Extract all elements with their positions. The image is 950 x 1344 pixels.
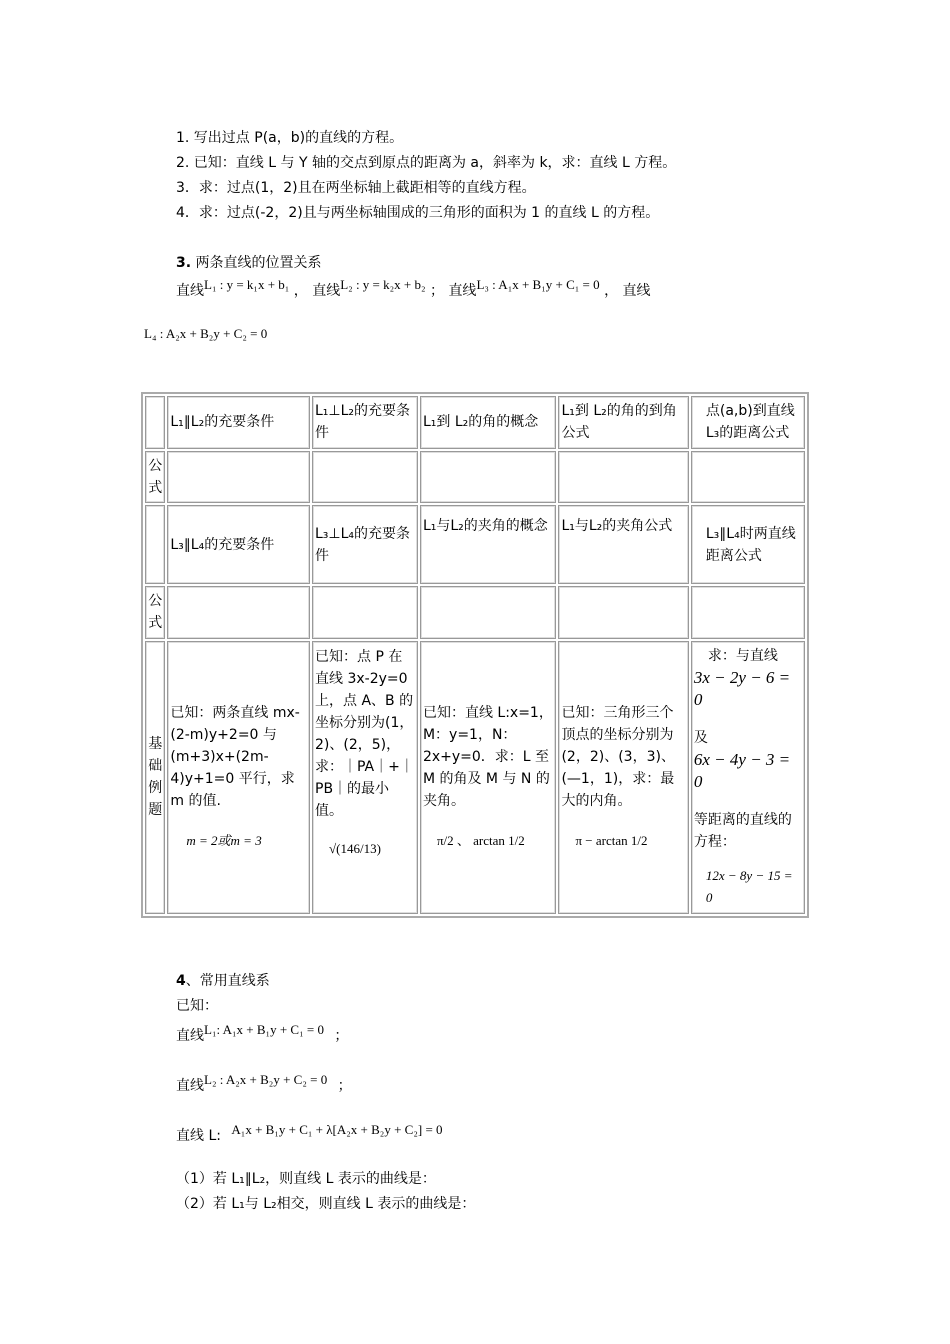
example-answer: m = 2或m = 3 [186,833,262,849]
table-cell: L₁到 L₂的角的概念 [420,396,557,449]
example-text: 等距离的直线的方程： [693,812,792,851]
table-cell [691,586,805,639]
table-cell: L₁⊥L₂的充要条件 [312,396,418,449]
example-answer: π/2 、 arctan 1/2 [436,833,525,849]
table-cell [558,586,688,639]
table-row [145,586,805,639]
formula-label: 公式 [145,451,165,504]
example-answer: √(146/13) [329,840,381,856]
l1-equation: L₁: A₁x + B₁y + C₁ = 0 [204,1022,324,1037]
line-word: 直线 [448,283,477,299]
example-text: 已知：点 P 在直线 3x-2y=0 上，点 A、B 的坐标分别为(1，2)、(2，5)，求：｜PA｜+｜PB｜的最小值。 [315,648,414,819]
example-text: 求：与直线 [707,648,778,665]
section4-title: 、常用直线系 [185,973,270,989]
line-word: 直线 [176,283,204,299]
example-label: 基础例题 [145,641,165,914]
table-row [145,505,805,584]
section3-title: 两条直线的位置关系 [195,255,322,271]
example-equation: 3x − 2y − 6 = 0 [693,668,791,710]
separator: ； [334,1028,349,1044]
question-parallel: （1）若 L₁∥L₂，则直线 L 表示的曲线是： [176,1171,436,1187]
line-word: 直线 [312,283,341,299]
l1-equation: L₁ : y = k₁x + b₁ [204,277,290,292]
example-text: 已知：两条直线 mx-(2-m)y+2=0 与(m+3)x+(2m-4)y+1=0 平行，求 m 的值. [170,705,300,810]
question-1: 1. 写出过点 P(a，b)的直线的方程。 [176,130,404,146]
section4-heading [176,970,270,990]
l2-equation: L₂ : A₂x + B₂y + C₂ = 0 [204,1072,328,1087]
table-cell [145,505,165,584]
separator: ， [293,283,308,299]
line-l1-row [176,1022,349,1045]
relations-table [141,392,809,918]
example-text: 已知：三角形三个顶点的坐标分别为(2，2)、(3，3)、(—1，1)，求：最大的内角。 [561,705,675,810]
table-cell [420,586,557,639]
table-cell: L₃⊥L₄的充要条件 [312,505,418,584]
table-cell: L₁与L₂的夹角公式 [558,505,688,584]
example-cell-1 [167,641,310,914]
table-cell: L₃∥L₄的充要条件 [167,505,310,584]
table-cell [691,451,805,504]
line-l-row [176,1122,443,1145]
line-definitions [176,277,651,300]
formula-label: 公式 [145,586,165,639]
table-cell: L₁∥L₂的充要条件 [167,396,310,449]
section4-number: 4 [176,973,186,989]
example-cell-3 [420,641,557,914]
question-3: 3．求：过点(1，2)且在两坐标轴上截距相等的直线方程。 [176,180,536,196]
table-cell: 点(a,b)到直线 L₃的距离公式 [691,396,805,449]
given-label: 已知： [176,998,218,1014]
separator: ； [429,283,444,299]
l4-equation: L₄ : A₂x + B₂y + C₂ = 0 [144,326,268,341]
question-2: 2. 已知：直线 L 与 Y 轴的交点到原点的距离为 a，斜率为 k，求：直线 L 方程。 [176,155,677,171]
table-cell: L₃∥L₄时两直线距离公式 [691,505,805,584]
table-row [145,641,805,914]
example-cell-2 [312,641,418,914]
line-word: 直线 [622,283,651,299]
l3-equation: L₃ : A₁x + B₁y + C₁ = 0 [476,277,600,292]
table-row [145,451,805,504]
l-equation: A₁x + B₁y + C₁ + λ[A₂x + B₂y + C₂] = 0 [231,1122,443,1137]
separator: ， [604,283,619,299]
table-cell: L₁到 L₂的角的到角公式 [558,396,688,449]
separator: ； [337,1078,352,1094]
line-word: 直线 [176,1078,204,1094]
table-cell [167,586,310,639]
table-cell [420,451,557,504]
line-l2-row [176,1072,352,1095]
l2-equation: L₂ : y = k₂x + b₂ [340,277,426,292]
question-4: 4．求：过点(-2，2)且与两坐标轴围成的三角形的面积为 1 的直线 L 的方程。 [176,205,660,221]
table-cell: L₁与L₂的夹角的概念 [420,505,557,584]
table-cell [167,451,310,504]
table-cell [312,586,418,639]
example-text: 已知：直线 L:x=1，M：y=1，N：2x+y=0．求：L 至 M 的角及 M 与 N 的夹角。 [422,705,553,810]
line-word: 直线 [176,1028,204,1044]
question-intersect: （2）若 L₁与 L₂相交，则直线 L 表示的曲线是： [176,1196,476,1212]
example-answer: 12x − 8y − 15 = 0 [705,868,793,906]
section3-number: 3. [176,255,192,271]
example-cell-4 [558,641,688,914]
section3-heading [176,252,322,272]
table-cell [312,451,418,504]
table-cell [145,396,165,449]
example-answer: π − arctan 1/2 [575,833,648,849]
line-word: 直线 L: [176,1128,221,1144]
table-row [145,396,805,449]
example-cell-5 [691,641,805,914]
example-equation: 6x − 4y − 3 = 0 [693,750,791,792]
example-text: 及 [693,730,708,747]
table-cell [558,451,688,504]
